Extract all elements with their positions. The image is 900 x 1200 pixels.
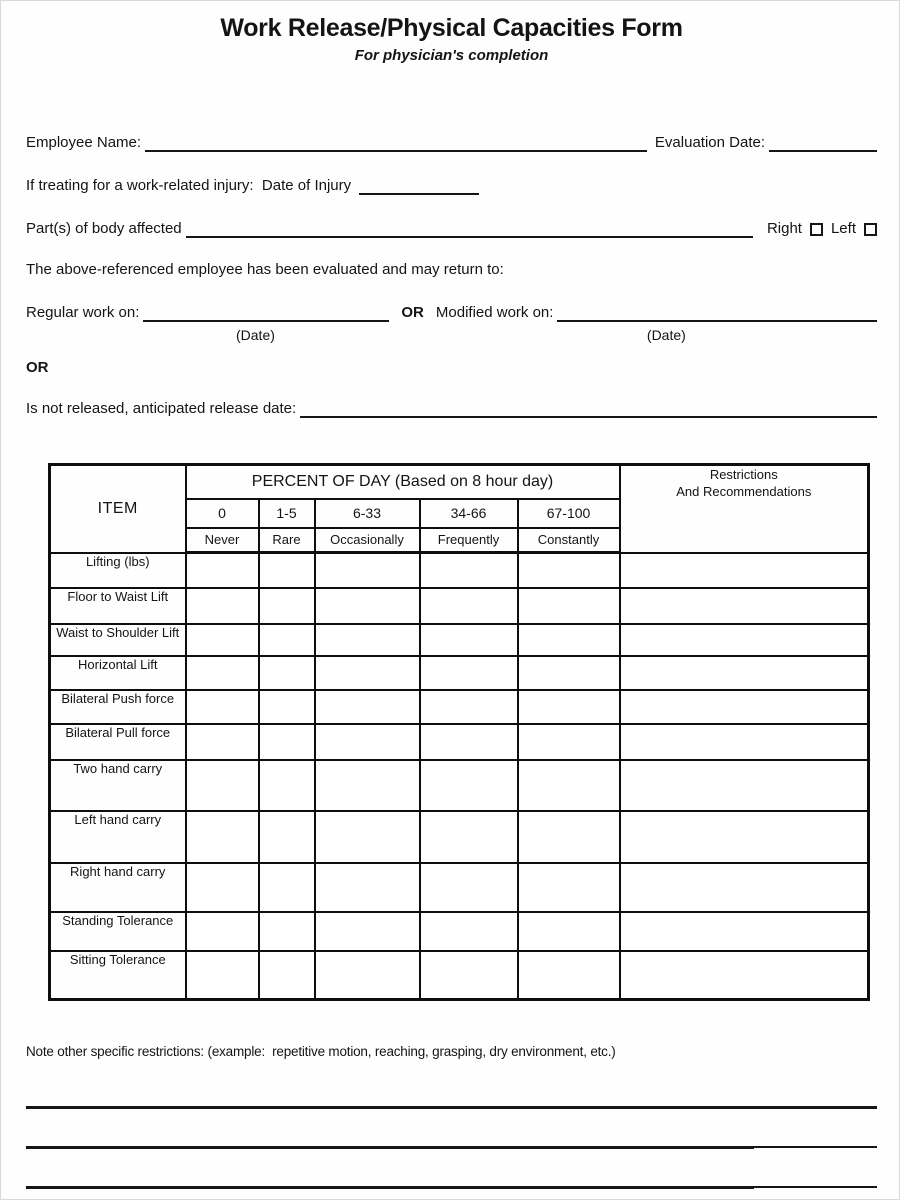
right-label: Right bbox=[766, 220, 802, 237]
frequency-cell[interactable] bbox=[518, 951, 620, 1000]
table-row-waist-to-shoulder bbox=[50, 624, 869, 656]
anticipated-release-date-line[interactable] bbox=[300, 399, 877, 418]
evaluation-date-line[interactable] bbox=[769, 133, 877, 152]
restrictions-cell[interactable] bbox=[620, 624, 869, 656]
frequency-cell[interactable] bbox=[186, 811, 259, 863]
evaluated-statement-row bbox=[26, 260, 877, 279]
line-segment bbox=[26, 1146, 754, 1149]
form-title: Work Release/Physical Capacities Form bbox=[220, 14, 683, 42]
frequency-cell[interactable] bbox=[259, 588, 315, 624]
frequency-cell[interactable] bbox=[420, 912, 518, 951]
injury-label: If treating for a work-related injury: Date of Injury bbox=[26, 177, 352, 194]
item-label: Left hand carry bbox=[50, 811, 186, 863]
frequency-cell[interactable] bbox=[259, 624, 315, 656]
table-row-left-hand-carry bbox=[50, 811, 869, 863]
frequency-header-never: Never bbox=[186, 528, 259, 553]
frequency-cell[interactable] bbox=[420, 624, 518, 656]
frequency-cell[interactable] bbox=[420, 760, 518, 811]
range-header-2: 6-33 bbox=[315, 499, 420, 528]
frequency-cell[interactable] bbox=[259, 656, 315, 690]
physical-capacities-table bbox=[48, 463, 870, 1001]
regular-work-date-line[interactable] bbox=[143, 303, 389, 322]
frequency-cell[interactable] bbox=[186, 690, 259, 724]
item-label: Right hand carry bbox=[50, 863, 186, 912]
frequency-cell[interactable] bbox=[259, 760, 315, 811]
table-row-standing-tolerance bbox=[50, 912, 869, 951]
frequency-cell[interactable] bbox=[186, 951, 259, 1000]
frequency-cell[interactable] bbox=[518, 863, 620, 912]
evaluation-date-label: Evaluation Date: bbox=[654, 134, 765, 151]
restrictions-cell[interactable] bbox=[620, 553, 869, 588]
range-header-4: 67-100 bbox=[518, 499, 620, 528]
frequency-cell[interactable] bbox=[186, 588, 259, 624]
body-parts-row bbox=[26, 219, 877, 238]
frequency-cell[interactable] bbox=[518, 760, 620, 811]
frequency-cell[interactable] bbox=[315, 724, 420, 760]
frequency-cell[interactable] bbox=[315, 553, 420, 588]
frequency-cell[interactable] bbox=[186, 863, 259, 912]
frequency-cell[interactable] bbox=[315, 912, 420, 951]
frequency-cell[interactable] bbox=[315, 863, 420, 912]
table-row-horizontal-lift bbox=[50, 656, 869, 690]
frequency-cell[interactable] bbox=[186, 912, 259, 951]
frequency-cell[interactable] bbox=[315, 690, 420, 724]
frequency-cell[interactable] bbox=[186, 553, 259, 588]
restrictions-write-line-2[interactable] bbox=[26, 1146, 877, 1149]
frequency-cell[interactable] bbox=[518, 553, 620, 588]
restrictions-cell[interactable] bbox=[620, 951, 869, 1000]
frequency-cell[interactable] bbox=[186, 624, 259, 656]
item-label: Waist to Shoulder Lift bbox=[50, 624, 186, 656]
line-segment bbox=[754, 1186, 877, 1188]
restrictions-cell[interactable] bbox=[620, 811, 869, 863]
restrictions-cell[interactable] bbox=[620, 588, 869, 624]
table-row-right-hand-carry bbox=[50, 863, 869, 912]
frequency-cell[interactable] bbox=[315, 588, 420, 624]
restrictions-cell[interactable] bbox=[620, 760, 869, 811]
item-label: Lifting (lbs) bbox=[50, 553, 186, 588]
date-captions-row bbox=[26, 326, 877, 344]
restrictions-write-line-1[interactable] bbox=[26, 1106, 877, 1109]
line-segment bbox=[754, 1146, 877, 1148]
frequency-cell[interactable] bbox=[186, 724, 259, 760]
restrictions-cell[interactable] bbox=[620, 656, 869, 690]
frequency-cell[interactable] bbox=[259, 690, 315, 724]
frequency-header-constantly: Constantly bbox=[518, 528, 620, 553]
frequency-header-occasionally: Occasionally bbox=[315, 528, 420, 553]
item-label: Sitting Tolerance bbox=[50, 951, 186, 1000]
frequency-cell[interactable] bbox=[259, 724, 315, 760]
other-restrictions-note: Note other specific restrictions: (example: repetitive motion, reaching, grasping, dry environment, etc.) bbox=[26, 1044, 616, 1059]
frequency-cell[interactable] bbox=[315, 760, 420, 811]
frequency-cell[interactable] bbox=[420, 724, 518, 760]
body-parts-line[interactable] bbox=[186, 219, 753, 238]
restrictions-header-line2: And Recommendations bbox=[676, 484, 812, 499]
frequency-cell[interactable] bbox=[420, 690, 518, 724]
frequency-header-rare: Rare bbox=[259, 528, 315, 553]
regular-date-caption: (Date) bbox=[236, 327, 275, 343]
percent-of-day-header: PERCENT OF DAY (Based on 8 hour day) bbox=[186, 465, 620, 499]
right-checkbox[interactable] bbox=[810, 223, 823, 236]
table-row-pull-force bbox=[50, 724, 869, 760]
header-row-percent bbox=[50, 465, 869, 499]
regular-work-label: Regular work on: bbox=[26, 304, 140, 321]
frequency-cell[interactable] bbox=[518, 912, 620, 951]
or-standalone: OR bbox=[26, 359, 49, 376]
item-label: Standing Tolerance bbox=[50, 912, 186, 951]
modified-work-label: Modified work on: bbox=[435, 304, 554, 321]
line-segment bbox=[26, 1186, 754, 1189]
range-header-0: 0 bbox=[186, 499, 259, 528]
frequency-cell[interactable] bbox=[518, 811, 620, 863]
frequency-cell[interactable] bbox=[518, 690, 620, 724]
modified-date-caption: (Date) bbox=[646, 327, 686, 343]
item-label: Horizontal Lift bbox=[50, 656, 186, 690]
or-separator: OR bbox=[401, 304, 424, 321]
left-label: Left bbox=[830, 220, 856, 237]
frequency-cell[interactable] bbox=[518, 656, 620, 690]
item-label: Bilateral Push force bbox=[50, 690, 186, 724]
return-to-work-row bbox=[26, 303, 877, 322]
table-row-push-force bbox=[50, 690, 869, 724]
restrictions-column-header bbox=[620, 465, 869, 553]
table-row-sitting-tolerance bbox=[50, 951, 869, 1000]
frequency-cell[interactable] bbox=[315, 656, 420, 690]
frequency-cell[interactable] bbox=[420, 656, 518, 690]
left-checkbox[interactable] bbox=[864, 223, 877, 236]
frequency-cell[interactable] bbox=[420, 951, 518, 1000]
not-released-label: Is not released, anticipated release date: bbox=[26, 400, 297, 417]
frequency-cell[interactable] bbox=[420, 863, 518, 912]
frequency-cell[interactable] bbox=[259, 863, 315, 912]
frequency-cell[interactable] bbox=[420, 588, 518, 624]
employee-name-line[interactable] bbox=[145, 133, 647, 152]
form-subtitle: For physician's completion bbox=[354, 47, 549, 64]
table-row-lifting bbox=[50, 553, 869, 588]
frequency-cell[interactable] bbox=[315, 811, 420, 863]
item-column-header: ITEM bbox=[50, 465, 186, 553]
restrictions-cell[interactable] bbox=[620, 863, 869, 912]
frequency-cell[interactable] bbox=[420, 553, 518, 588]
frequency-cell[interactable] bbox=[259, 553, 315, 588]
range-header-3: 34-66 bbox=[420, 499, 518, 528]
frequency-cell[interactable] bbox=[420, 811, 518, 863]
date-of-injury-line[interactable] bbox=[359, 176, 479, 195]
item-label: Bilateral Pull force bbox=[50, 724, 186, 760]
table-row-floor-to-waist bbox=[50, 588, 869, 624]
table-row-two-hand-carry bbox=[50, 760, 869, 811]
range-header-1: 1-5 bbox=[259, 499, 315, 528]
frequency-cell[interactable] bbox=[259, 811, 315, 863]
frequency-cell[interactable] bbox=[315, 951, 420, 1000]
injury-row bbox=[26, 176, 877, 195]
frequency-cell[interactable] bbox=[315, 624, 420, 656]
restrictions-write-line-3[interactable] bbox=[26, 1186, 877, 1189]
frequency-cell[interactable] bbox=[186, 656, 259, 690]
modified-work-date-line[interactable] bbox=[557, 303, 877, 322]
frequency-cell[interactable] bbox=[259, 951, 315, 1000]
frequency-cell[interactable] bbox=[259, 912, 315, 951]
item-label: Two hand carry bbox=[50, 760, 186, 811]
frequency-cell[interactable] bbox=[518, 724, 620, 760]
frequency-cell[interactable] bbox=[518, 588, 620, 624]
restrictions-cell[interactable] bbox=[620, 724, 869, 760]
restrictions-cell[interactable] bbox=[620, 912, 869, 951]
not-released-row bbox=[26, 399, 877, 418]
employee-name-row bbox=[26, 133, 877, 152]
item-label: Floor to Waist Lift bbox=[50, 588, 186, 624]
frequency-cell[interactable] bbox=[186, 760, 259, 811]
frequency-cell[interactable] bbox=[518, 624, 620, 656]
restrictions-cell[interactable] bbox=[620, 690, 869, 724]
body-parts-label: Part(s) of body affected bbox=[26, 220, 182, 237]
restrictions-header-line1: Restrictions bbox=[709, 467, 778, 482]
employee-name-label: Employee Name: bbox=[26, 134, 142, 151]
evaluated-statement: The above-referenced employee has been evaluated and may return to: bbox=[26, 261, 504, 278]
frequency-header-frequently: Frequently bbox=[420, 528, 518, 553]
